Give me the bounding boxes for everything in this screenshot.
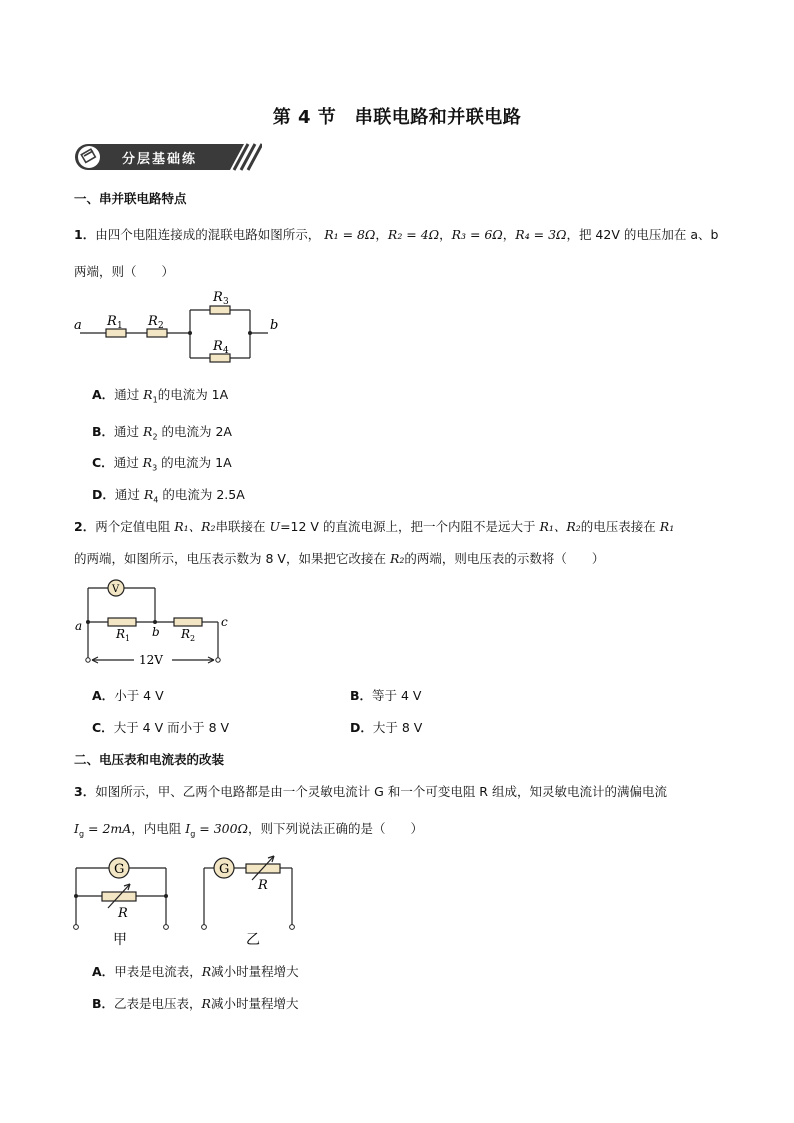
r2-label: R	[148, 314, 158, 329]
option-b	[92, 422, 232, 442]
node-b-label: b	[152, 625, 160, 639]
r4-subscript: 4	[223, 346, 229, 356]
node-c-label: c	[221, 615, 228, 629]
option-text: 减小时量程增大	[211, 964, 299, 979]
option-text: 的电流为 2.5A	[158, 487, 245, 502]
question-value: = 300Ω	[195, 821, 248, 836]
r1-value: R₁ = 8Ω	[324, 227, 376, 242]
question-number: 1．	[74, 227, 96, 242]
question-text: ，把 42V 的电压加在 a、b	[566, 227, 719, 242]
question-1-line-2: 两端，则（ ）	[74, 264, 175, 279]
option-c	[92, 718, 229, 736]
section-banner	[74, 142, 262, 172]
option-a	[92, 962, 299, 980]
r2-value: R₂ = 4Ω	[387, 227, 440, 242]
question-2-line-2	[74, 549, 604, 567]
question-3-line-2	[74, 819, 423, 839]
option-label: A．	[92, 964, 115, 979]
resistor-label: R	[258, 878, 268, 893]
option-label: C．	[92, 455, 114, 470]
option-d	[350, 718, 422, 736]
question-text: 串联接在	[215, 519, 270, 534]
circuit-diagram-1	[70, 282, 290, 372]
r1-label: R	[116, 627, 126, 641]
option-label: B．	[350, 688, 373, 703]
r2-subscript: 2	[158, 321, 164, 331]
question-number: 2．	[74, 519, 96, 534]
option-variable: R	[201, 996, 211, 1011]
r2-label: R	[181, 627, 191, 641]
circuit-yi-label: 乙	[246, 932, 260, 948]
r3-value: R₃ = 6Ω	[451, 227, 503, 242]
page-title: 第 4 节 串联电路和并联电路	[272, 107, 522, 128]
option-label: A．	[92, 688, 115, 703]
option-variable: R	[143, 487, 154, 502]
question-variable: I	[74, 821, 79, 836]
question-text: 由四个电阻连接成的混联电路如图所示，	[95, 227, 321, 242]
node-b-label: b	[270, 318, 279, 333]
option-label: D．	[92, 487, 115, 502]
option-text: 大于 8 V	[372, 720, 423, 735]
question-3-line-1	[74, 782, 667, 800]
node-a-label: a	[75, 619, 83, 633]
option-variable: R	[143, 387, 153, 402]
option-text: 通过	[114, 387, 144, 402]
option-a	[92, 686, 164, 704]
option-text: 减小时量程增大	[210, 996, 299, 1011]
option-text: 乙表是电压表，	[114, 996, 202, 1011]
option-subscript: 1	[152, 395, 158, 405]
r1-label: R	[107, 314, 117, 329]
option-label: D．	[350, 720, 373, 735]
option-variable: R	[201, 964, 212, 979]
voltmeter-label: V	[112, 584, 120, 595]
galvanometer-label: G	[219, 862, 230, 877]
option-label: B．	[92, 424, 115, 439]
option-text: 通过	[114, 487, 144, 502]
option-variable: R	[143, 424, 153, 439]
question-text: 两个定值电阻	[95, 519, 175, 534]
question-2-line-1	[74, 517, 674, 535]
question-variable: R₂	[389, 551, 405, 566]
option-b	[92, 994, 298, 1012]
option-d	[92, 485, 245, 505]
r1-subscript: 1	[125, 634, 131, 643]
option-variable: R	[142, 455, 153, 470]
option-subscript: 2	[152, 432, 158, 442]
galvanometer-label: G	[114, 862, 125, 877]
question-subscript: g	[78, 829, 85, 839]
node-a-label: a	[74, 318, 82, 333]
circuit-diagram-2	[70, 572, 250, 672]
option-c	[92, 453, 232, 473]
option-text: 大于 4 V 而小于 8 V	[113, 720, 230, 735]
r2-subscript: 2	[190, 634, 196, 643]
option-text: 的电流为 1A	[157, 387, 229, 402]
question-variable: R₁、R₂	[174, 519, 216, 534]
question-variable: R₁、R₂	[539, 519, 581, 534]
question-number: 3．	[74, 784, 96, 799]
option-label: B．	[92, 996, 115, 1011]
option-text: 的电流为 2A	[157, 424, 232, 439]
question-text: 的电压表接在	[580, 519, 660, 534]
question-subscript: g	[190, 829, 196, 839]
banner-label: 分层基础练	[122, 152, 198, 167]
option-b	[350, 686, 421, 704]
option-text: 甲表是电流表，	[114, 964, 202, 979]
r3-label: R	[213, 290, 223, 305]
option-text: 通过	[113, 455, 143, 470]
r3-subscript: 3	[223, 297, 229, 307]
r4-value: R₄ = 3Ω	[515, 227, 567, 242]
option-text: 小于 4 V	[114, 688, 164, 703]
option-subscript: 3	[152, 463, 158, 473]
question-text: =12 V 的直流电源上，把一个内阻不是远大于	[280, 519, 540, 534]
question-text: 的两端，则电压表的示数将（ ）	[404, 551, 605, 566]
question-variable: I	[185, 821, 191, 836]
question-1-line-1: 1．由四个电阻连接成的混联电路如图所示， R₁ = 8Ω，R₂ = 4Ω，R₃ = 6Ω，R₄ = 3Ω，把 42V 的电压加在 a、b	[74, 227, 719, 242]
question-text: ，则下列说法正确的是（ ）	[247, 821, 423, 836]
option-text: 通过	[114, 424, 144, 439]
question-variable: R₁	[659, 519, 675, 534]
voltage-label: 12V	[139, 653, 163, 667]
option-a	[92, 385, 228, 405]
section-heading-2: 二、电压表和电流表的改装	[74, 752, 225, 767]
question-variable: U	[269, 519, 281, 534]
option-label: C．	[92, 720, 114, 735]
circuit-diagram-3	[66, 850, 306, 950]
question-text: 如图所示，甲、乙两个电路都是由一个灵敏电流计 G 和一个可变电阻 R 组成，知灵敏电流计的满偏电流	[95, 784, 667, 799]
option-subscript: 4	[153, 495, 159, 505]
option-text: 等于 4 V	[372, 688, 422, 703]
resistor-label: R	[118, 906, 128, 921]
question-value: = 2mA	[84, 821, 132, 836]
circuit-jia-label: 甲	[113, 932, 127, 948]
option-label: A．	[92, 387, 115, 402]
r1-subscript: 1	[117, 321, 123, 331]
section-heading-1: 一、串并联电路特点	[74, 191, 187, 206]
r4-label: R	[213, 339, 223, 354]
question-text: ，内电阻	[131, 821, 186, 836]
question-text: 的两端，如图所示，电压表示数为 8 V，如果把它改接在	[74, 551, 390, 566]
option-text: 的电流为 1A	[157, 455, 232, 470]
